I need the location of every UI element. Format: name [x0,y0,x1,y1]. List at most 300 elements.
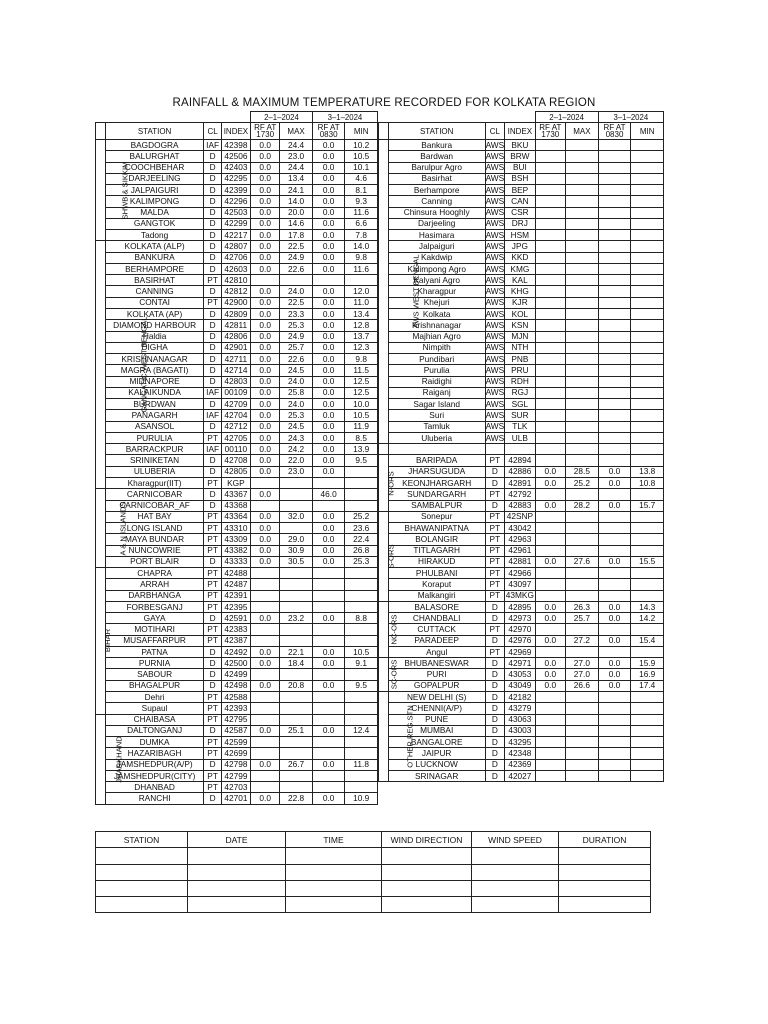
max-cell [280,500,313,511]
index-cell: CAN [505,196,535,207]
rf0830-cell [598,207,631,218]
max-cell [566,151,599,162]
rf0830-cell: 0.0 [312,196,345,207]
max-cell [566,714,599,725]
rf0830-cell: 0.0 [312,331,345,342]
index-cell: 42599 [221,737,250,748]
rf0830-cell [598,218,631,229]
cl-cell: AWS [485,398,505,409]
date1-header: 2–1–2024 [535,112,598,123]
max-cell: 29.0 [280,534,313,545]
min-cell: 17.4 [631,680,664,691]
min-cell: 15.5 [631,556,664,567]
station-cell: Pundibari [388,354,485,365]
station-cell: KALIMPONG [105,196,204,207]
rf0830-cell: 0.0 [312,387,345,398]
station-cell: BERHAMPORE [105,263,204,274]
table-row [379,410,664,421]
station-cell: BHAGALPUR [105,680,204,691]
min-cell: 8.8 [345,613,378,624]
table-row [96,523,378,534]
station-cell: BALURGHAT [105,151,204,162]
table-row [379,658,664,669]
rf1730-cell: 0.0 [535,613,565,624]
table-row [96,297,378,308]
table-row [379,263,664,274]
rf1730-cell [535,365,565,376]
station-cell: CANNING [105,286,204,297]
table-row [96,140,378,151]
min-cell: 12.5 [345,376,378,387]
rf1730-cell: 0.0 [251,196,280,207]
cl-cell: D [204,207,221,218]
cl-cell: D [485,748,505,759]
index-cell: 42712 [221,421,250,432]
cl-cell: PT [204,477,221,488]
rf1730-cell [251,477,280,488]
cl-cell: AWS [485,241,505,252]
index-cell: 42182 [505,692,535,703]
rf1730-cell: 0.0 [251,207,280,218]
station-cell: CONTAI [105,297,204,308]
rf1730-cell: 0.0 [251,331,280,342]
rf0830-cell [312,601,345,612]
table-row [379,320,664,331]
rf1730-cell: 0.0 [251,387,280,398]
max-cell: 30.9 [280,545,313,556]
max-cell: 14.6 [280,218,313,229]
min-cell: 10.1 [345,162,378,173]
station-cell: Basirhat [388,173,485,184]
max-cell: 27.6 [566,556,599,567]
max-cell [566,263,599,274]
wind-direction-header: WIND DIRECTION [382,832,472,848]
cl-cell: D [485,477,505,488]
index-cell: 42383 [221,624,250,635]
max-cell: 23.3 [280,308,313,319]
rf1730-cell [535,196,565,207]
cl-cell: PT [204,275,221,286]
date2-header: 3–1–2024 [312,112,377,123]
station-cell: Kalimpong Agro [388,263,485,274]
table-row [379,286,664,297]
station-cell: Koraput [388,579,485,590]
region-group-label: SC-ORS [379,658,389,692]
max-cell [280,635,313,646]
index-cell: 42792 [505,489,535,500]
table-row [379,489,664,500]
rf1730-cell: 0.0 [251,523,280,534]
min-cell: 11.8 [345,759,378,770]
station-cell: GANGTOK [105,218,204,229]
rf1730-cell [251,669,280,680]
min-cell [631,455,664,466]
rf1730-cell: 0.0 [251,410,280,421]
index-cell: CSR [505,207,535,218]
station-cell: KOLKATA (AP) [105,308,204,319]
region-group-label: JHARKHAND [96,714,106,804]
rf0830-cell [312,692,345,703]
min-cell [631,207,664,218]
rf0830-cell: 0.0 [312,421,345,432]
index-cell: 42506 [221,151,250,162]
max-cell: 24.0 [280,286,313,297]
index-cell: 42971 [505,658,535,669]
max-cell: 24.4 [280,162,313,173]
date-header-row [96,112,378,123]
rf0830-cell [598,196,631,207]
table-row [96,331,378,342]
max-cell: 30.5 [280,556,313,567]
station-cell: CHAPRA [105,568,204,579]
region-group-label: A & N ISLANDS [96,489,106,568]
rf0830-cell: 0.0 [312,263,345,274]
min-cell [345,500,378,511]
min-cell: 15.9 [631,658,664,669]
rf0830-cell [598,241,631,252]
rf0830-cell: 0.0 [312,793,345,804]
cl-cell: D [204,241,221,252]
wind-row [96,848,651,864]
table-row [379,331,664,342]
cl-cell: AWS [485,387,505,398]
station-cell: Raidighi [388,376,485,387]
cl-cell: AWS [485,263,505,274]
max-cell: 25.3 [280,320,313,331]
table-row [96,252,378,263]
rf1730-cell: 0.0 [251,162,280,173]
rf0830-cell: 0.0 [598,680,631,691]
station-cell: DIAMOND HARBOUR [105,320,204,331]
min-cell [345,579,378,590]
max-cell [280,748,313,759]
table-row [96,286,378,297]
index-cell: 43MKG [505,590,534,601]
rf0830-cell: 0.0 [312,354,345,365]
station-cell: Canning [388,196,485,207]
rf0830-cell: 0.0 [312,173,345,184]
station-cell: MALDA [105,207,204,218]
max-cell [566,252,599,263]
rf1730-cell [535,703,565,714]
wind-row [96,880,651,896]
min-cell [631,308,664,319]
max-cell: 13.4 [280,173,313,184]
cl-cell: D [204,185,221,196]
cl-cell: D [204,455,221,466]
min-cell [631,410,664,421]
cl-cell: AWS [485,286,505,297]
rf0830-cell: 0.0 [312,342,345,353]
cl-cell: D [204,759,221,770]
index-cell: TLK [505,421,535,432]
max-cell [280,669,313,680]
min-cell: 26.8 [345,545,378,556]
station-cell: Bankura [388,140,485,151]
station-header: STATION [388,123,485,140]
station-cell: Haldia [105,331,204,342]
index-cell: 43053 [505,669,535,680]
region-group-label [379,444,389,455]
table-row [96,635,378,646]
rf0830-cell: 0.0 [312,241,345,252]
index-cell: 42398 [221,140,250,151]
index-cell: 43333 [221,556,250,567]
cl-cell: D [204,658,221,669]
rf1730-cell [251,601,280,612]
rf0830-cell: 46.0 [312,489,345,500]
table-row [96,365,378,376]
rf1730-cell: 0.0 [251,646,280,657]
max-cell [280,477,313,488]
table-row [379,770,664,781]
table-row [379,365,664,376]
region-group-label: GANGATIC WEST BENGAL [96,241,106,489]
rf0830-cell [598,286,631,297]
station-cell: Nimpith [388,342,485,353]
index-cell: KHG [505,286,535,297]
index-cell: 42SNP [505,511,535,522]
index-cell: 43309 [221,534,250,545]
rf1730-cell [535,692,565,703]
table-row [96,241,378,252]
min-cell [631,263,664,274]
rf0830-cell [598,263,631,274]
min-cell: 10.5 [345,646,378,657]
max-cell: 26.3 [566,601,599,612]
table-row [96,275,378,286]
max-cell [566,692,599,703]
index-cell: 42803 [221,376,250,387]
min-cell [631,230,664,241]
table-row [96,624,378,635]
max-cell: 24.0 [280,399,313,410]
index-cell: 43097 [505,579,535,590]
station-cell: Barulpur Agro [388,162,485,173]
rf1730-cell [535,646,565,657]
max-cell: 24.4 [280,140,313,151]
rf1730-cell: 0.0 [251,466,280,477]
max-cell [280,568,313,579]
rf0830-cell [598,421,631,432]
max-cell: 27.2 [566,635,599,646]
rf0830-cell [598,173,631,184]
column-header-row [379,123,664,140]
min-cell: 25.3 [345,556,378,567]
max-header: MAX [566,123,599,140]
rf1730-cell [535,263,565,274]
rf1730-cell: 0.0 [251,342,280,353]
rf1730-cell: 0.0 [251,173,280,184]
rf0830-cell [312,669,345,680]
rf1730-cell [535,624,565,635]
index-cell: 42498 [221,680,250,691]
table-row [96,568,378,579]
table-row [96,421,378,432]
rf0830-cell [598,140,631,151]
wind-duration-header: DURATION [559,832,651,848]
cl-cell: AWS [485,342,505,353]
rf0830-cell [598,748,631,759]
station-cell: Purulia [388,365,485,376]
cl-cell: IAF [204,140,221,151]
date1-header: 2–1–2024 [251,112,313,123]
table-row [379,511,664,522]
wind-date-header: DATE [188,832,286,848]
table-row [96,173,378,184]
rf0830-cell: 0.0 [312,658,345,669]
index-cell: 42963 [505,534,535,545]
cl-cell: D [485,737,505,748]
table-row [379,252,664,263]
min-cell: 13.8 [631,466,664,477]
index-cell: BKU [505,140,535,151]
min-cell: 14.0 [345,241,378,252]
rf1730-cell: 0.0 [535,500,565,511]
min-cell [631,218,664,229]
table-row [379,297,664,308]
max-cell: 25.3 [280,410,313,421]
cl-cell: AWS [485,139,505,150]
rf1730-cell: 0.0 [251,511,280,522]
index-cell: ULB [505,432,535,443]
min-cell: 7.8 [345,230,378,241]
index-cell: 42391 [221,590,250,601]
cl-cell: D [204,173,221,184]
index-cell: 42900 [221,297,250,308]
rf0830-header: RF AT 0830 [598,123,631,140]
rf1730-cell: 0.0 [535,466,565,477]
table-row [379,151,664,162]
min-header: MIN [631,123,664,140]
index-cell: 42881 [505,556,535,567]
max-cell [566,140,599,151]
table-row [379,241,664,252]
rf0830-cell: 0.0 [312,376,345,387]
max-cell: 22.8 [280,793,313,804]
station-cell: CARNICOBAR_AF [105,500,204,511]
min-cell: 10.2 [345,140,378,151]
rf0830-cell: 0.0 [312,230,345,241]
station-cell: PURNIA [105,658,204,669]
rf0830-cell [598,703,631,714]
station-cell: BURDWAN [105,399,204,410]
rf0830-cell [312,748,345,759]
station-cell: Khejuri [388,297,485,308]
station-cell: JAIPUR [388,748,485,759]
index-cell: 42706 [221,252,250,263]
cl-cell: PT [204,748,221,759]
min-cell: 8.1 [345,185,378,196]
rf0830-cell [598,365,631,376]
table-row [379,568,664,579]
table-row [379,342,664,353]
min-cell [345,466,378,477]
rf0830-cell: 0.0 [312,207,345,218]
rf1730-cell: 0.0 [251,241,280,252]
max-cell: 24.5 [280,365,313,376]
rf0830-cell: 0.0 [598,669,631,680]
cl-cell: D [204,162,221,173]
wind-row [96,864,651,880]
table-row [96,376,378,387]
cl-cell: D [204,466,221,477]
index-cell: 43367 [221,489,250,500]
table-row [379,624,664,635]
min-cell: 8.5 [345,432,378,443]
rf1730-cell: 0.0 [251,320,280,331]
cl-cell: D [485,658,505,669]
max-cell: 22.1 [280,646,313,657]
rf1730-cell: 0.0 [251,489,280,500]
index-cell: 42883 [505,500,535,511]
station-cell: BANGALORE [388,737,485,748]
index-cell: 42969 [505,646,535,657]
min-cell [631,151,664,162]
max-cell [566,748,599,759]
max-cell [566,320,599,331]
index-cell: 42895 [505,601,535,612]
rf1730-cell [535,545,565,556]
min-cell [345,275,378,286]
station-cell: CARNICOBAR [105,489,204,500]
station-cell: ARRAH [105,579,204,590]
cl-cell: AWS [485,162,505,173]
rf1730-cell [251,737,280,748]
station-cell: PHULBANI [388,568,485,579]
rf1730-cell [251,748,280,759]
rf0830-cell: 0.0 [312,680,345,691]
station-cell: CUTTACK [388,624,485,635]
rf0830-cell: 0.0 [312,140,345,151]
rf0830-cell [312,579,345,590]
max-cell [280,624,313,635]
min-cell: 22.4 [345,534,378,545]
max-cell [566,579,599,590]
min-cell: 13.9 [345,444,378,455]
cl-cell: PT [485,579,505,590]
min-cell [631,703,664,714]
region-group-label: AWS WEST BENGAL [379,140,389,444]
table-row [96,466,378,477]
cl-cell: D [204,680,221,691]
index-cell: 43295 [505,737,535,748]
min-cell [345,703,378,714]
min-cell [631,275,664,286]
max-cell [280,714,313,725]
rf1730-cell [251,275,280,286]
table-row [379,387,664,398]
index-cell: RDH [505,376,535,387]
max-cell [566,432,599,443]
index-cell: DRJ [505,218,535,229]
min-cell [345,770,378,781]
index-cell: BRW [505,151,535,162]
station-cell: MUSAFFARPUR [105,635,204,646]
station-cell: Kakdwip [388,252,485,263]
table-row [379,759,664,770]
cl-cell: PT [485,534,505,545]
table-row [379,354,664,365]
index-cell: 42961 [505,545,535,556]
rf1730-cell [535,241,565,252]
table-row [379,635,664,646]
station-cell: DHANBAD [105,782,204,793]
cl-cell: PT [204,601,221,612]
rf0830-cell: 0.0 [598,556,631,567]
station-cell: CHAIBASA [105,714,204,725]
index-cell: 42704 [221,410,250,421]
